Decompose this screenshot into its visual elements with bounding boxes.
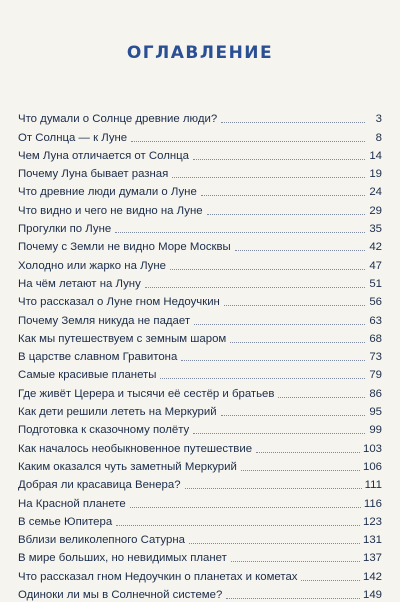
toc-entry-page-number: 95 — [369, 406, 382, 419]
dot-leader — [235, 250, 365, 251]
toc-entry-page-number: 116 — [363, 497, 382, 510]
dot-leader — [221, 415, 365, 416]
toc-entry-title: Холодно или жарко на Луне — [18, 259, 167, 272]
toc-entry — [18, 291, 382, 309]
toc-entry-title: Где живёт Церера и тысячи её сестёр и братьев — [18, 387, 275, 400]
toc-entry-page-number: 79 — [369, 369, 382, 382]
toc-entry — [18, 181, 382, 199]
toc-entry-page-number: 111 — [364, 479, 382, 492]
toc-entry-title: Добрая ли красавица Венера? — [18, 479, 181, 492]
toc-entry — [18, 254, 382, 272]
dot-leader — [130, 507, 361, 508]
toc-entry — [18, 273, 382, 291]
toc-entry-title: Что древние люди думали о Луне — [18, 186, 197, 199]
toc-entry-title: Почему с Земли не видно Море Москвы — [18, 241, 231, 254]
dot-leader — [226, 598, 360, 599]
toc-entry-title: Вблизи великолепного Сатурна — [18, 534, 185, 547]
toc-entry — [18, 584, 382, 602]
toc-entry-page-number: 29 — [369, 204, 382, 217]
toc-entry-page-number: 14 — [369, 149, 382, 162]
dot-leader — [256, 452, 360, 453]
toc-entry-page-number: 42 — [369, 241, 382, 254]
dot-leader — [224, 305, 365, 306]
toc-entry — [18, 218, 382, 236]
dot-leader — [160, 378, 365, 379]
dot-leader — [170, 269, 365, 270]
dot-leader — [115, 232, 365, 233]
toc-entry-page-number: 68 — [369, 332, 382, 345]
toc-entry — [18, 346, 382, 364]
dot-leader — [131, 141, 365, 142]
toc-entry-title: Что думали о Солнце древние люди? — [18, 113, 218, 126]
dot-leader — [185, 488, 362, 489]
toc-entry-title: Подготовка к сказочному полёту — [18, 424, 190, 437]
toc-entry — [18, 492, 382, 510]
toc-entry-title: В мире больших, но невидимых планет — [18, 552, 227, 565]
toc-entry-page-number: 131 — [362, 534, 382, 547]
toc-entry-title: В семье Юпитера — [18, 515, 113, 528]
toc-entry — [18, 364, 382, 382]
toc-entry-title: Прогулки по Луне — [18, 223, 112, 236]
toc-entry — [18, 401, 382, 419]
toc-entry — [18, 309, 382, 327]
dot-leader — [145, 287, 365, 288]
toc-entry-page-number: 19 — [369, 168, 382, 181]
toc-entry-page-number: 86 — [369, 387, 382, 400]
page-title: ОГЛАВЛЕНИЕ — [126, 43, 274, 63]
toc-entry-title: Что рассказал гном Недоучкин о планетах и кометах — [18, 570, 298, 583]
dot-leader — [193, 159, 365, 160]
dot-leader — [194, 324, 365, 325]
toc-entry — [18, 126, 382, 144]
toc-entry-title: Что видно и чего не видно на Луне — [18, 204, 203, 217]
dot-leader — [193, 433, 365, 434]
toc-entry-page-number: 35 — [369, 223, 382, 236]
toc-entry — [18, 145, 382, 163]
toc-entry — [18, 437, 382, 455]
toc-entry-page-number: 149 — [362, 589, 382, 602]
toc-entry-title: Почему Земля никуда не падает — [18, 314, 191, 327]
toc-entry — [18, 511, 382, 529]
toc-entry-page-number: 56 — [369, 296, 382, 309]
toc-entry-page-number: 24 — [369, 186, 382, 199]
toc-entry-title: Почему Луна бывает разная — [18, 168, 169, 181]
toc-entry-page-number: 142 — [362, 570, 382, 583]
dot-leader — [230, 342, 365, 343]
toc-entry-page-number: 63 — [369, 314, 382, 327]
toc-entry-title: На Красной планете — [18, 497, 126, 510]
toc-entry — [18, 547, 382, 565]
toc-entry-page-number: 106 — [362, 460, 382, 473]
dot-leader — [116, 525, 360, 526]
toc-entry-title: На чём летают на Луну — [18, 277, 141, 290]
toc-entry-title: Что рассказал о Луне гном Недоучкин — [18, 296, 220, 309]
toc-entry — [18, 199, 382, 217]
toc-entry — [18, 565, 382, 583]
dot-leader — [207, 214, 365, 215]
toc-entry-title: Самые красивые планеты — [18, 369, 157, 382]
toc-entry — [18, 236, 382, 254]
toc-entry — [18, 474, 382, 492]
dot-leader — [221, 122, 365, 123]
toc-entry-page-number: 8 — [375, 131, 382, 144]
toc-entry-title: Как началось необыкновенное путешествие — [18, 442, 253, 455]
toc-entry — [18, 456, 382, 474]
toc-entry — [18, 419, 382, 437]
dot-leader — [181, 360, 365, 361]
toc-entry-title: В царстве славном Гравитона — [18, 351, 178, 364]
toc-entry-page-number: 103 — [362, 442, 382, 455]
toc-entry-title: Как дети решили лететь на Меркурий — [18, 406, 217, 419]
toc-entry-title: Как мы путешествуем с земным шаром — [18, 332, 227, 345]
dot-leader — [201, 195, 365, 196]
dot-leader — [231, 561, 360, 562]
dot-leader — [301, 580, 360, 581]
toc-entry-page-number: 137 — [362, 552, 382, 565]
dot-leader — [278, 397, 365, 398]
toc-entry — [18, 382, 382, 400]
dot-leader — [172, 177, 365, 178]
toc-entry-page-number: 123 — [362, 515, 382, 528]
toc-entry-page-number: 51 — [369, 277, 382, 290]
toc-entry-page-number: 99 — [369, 424, 382, 437]
toc-entry-title: Чем Луна отличается от Солнца — [18, 149, 189, 162]
toc-entry-page-number: 47 — [369, 259, 382, 272]
toc-entry — [18, 529, 382, 547]
dot-leader — [189, 543, 360, 544]
toc-entry-page-number: 73 — [369, 351, 382, 364]
dot-leader — [241, 470, 360, 471]
toc-entry — [18, 163, 382, 181]
toc-entry-page-number: 3 — [375, 113, 382, 126]
toc-entry-title: Каким оказался чуть заметный Меркурий — [18, 460, 237, 473]
toc-entry — [18, 108, 382, 126]
toc-entry-title: Одиноки ли мы в Солнечной системе? — [18, 589, 223, 602]
toc-entry — [18, 328, 382, 346]
toc-entry-title: От Солнца — к Луне — [18, 131, 128, 144]
table-of-contents — [18, 108, 382, 602]
